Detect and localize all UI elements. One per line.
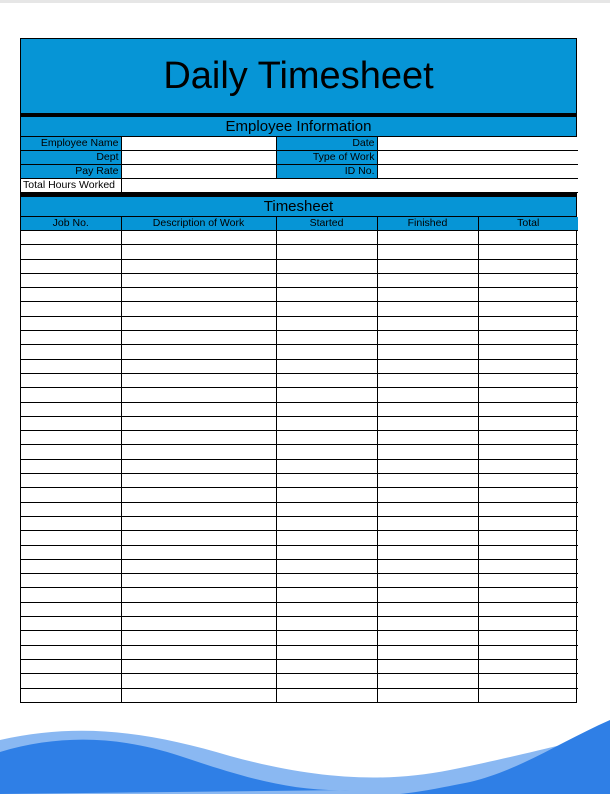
table-cell[interactable] (21, 288, 121, 302)
table-row (21, 602, 578, 616)
table-cell[interactable] (21, 431, 121, 445)
title-band (21, 39, 576, 117)
table-cell[interactable] (276, 574, 377, 588)
table-cell[interactable] (377, 516, 478, 530)
table-cell[interactable] (121, 617, 276, 631)
table-cell[interactable] (21, 631, 121, 645)
table-cell[interactable] (276, 588, 377, 602)
table-cell[interactable] (121, 331, 276, 345)
table-row (21, 373, 578, 387)
table-row (21, 431, 578, 445)
table-cell[interactable] (21, 588, 121, 602)
employee-info-row (21, 151, 578, 165)
table-cell[interactable] (276, 688, 377, 702)
table-row (21, 574, 578, 588)
page-title: Daily Timesheet (163, 55, 434, 97)
pay-rate-field[interactable] (121, 165, 276, 179)
table-cell[interactable] (478, 488, 578, 502)
table-cell[interactable] (478, 445, 578, 459)
table-cell[interactable] (121, 316, 276, 330)
table-cell[interactable] (276, 545, 377, 559)
table-row (21, 645, 578, 659)
table-cell[interactable] (276, 559, 377, 573)
table-cell[interactable] (21, 416, 121, 430)
table-cell[interactable] (478, 231, 578, 245)
table-cell[interactable] (377, 531, 478, 545)
timesheet-table (21, 217, 578, 702)
table-cell[interactable] (377, 617, 478, 631)
table-cell[interactable] (276, 416, 377, 430)
table-cell[interactable] (21, 359, 121, 373)
table-cell[interactable] (121, 273, 276, 287)
table-cell[interactable] (121, 688, 276, 702)
table-cell[interactable] (377, 659, 478, 673)
table-row (21, 502, 578, 516)
table-row (21, 674, 578, 688)
table-cell[interactable] (276, 331, 377, 345)
type-of-work-label: Type of Work (276, 151, 377, 165)
table-cell[interactable] (478, 602, 578, 616)
timesheet-heading: Timesheet (21, 197, 576, 217)
table-cell[interactable] (478, 659, 578, 673)
table-cell[interactable] (478, 545, 578, 559)
table-cell[interactable] (276, 674, 377, 688)
table-cell[interactable] (377, 488, 478, 502)
table-cell[interactable] (276, 431, 377, 445)
table-row (21, 688, 578, 702)
table-cell[interactable] (377, 373, 478, 387)
table-cell[interactable] (478, 359, 578, 373)
column-header-started: Started (276, 217, 377, 231)
table-cell[interactable] (478, 645, 578, 659)
table-cell[interactable] (121, 288, 276, 302)
table-cell[interactable] (121, 502, 276, 516)
table-cell[interactable] (276, 502, 377, 516)
table-cell[interactable] (121, 545, 276, 559)
table-cell[interactable] (276, 617, 377, 631)
table-cell[interactable] (21, 545, 121, 559)
type-of-work-field[interactable] (377, 151, 578, 165)
table-cell[interactable] (276, 645, 377, 659)
pay-rate-label: Pay Rate (21, 165, 121, 179)
employee-info-table (21, 137, 578, 193)
table-row (21, 231, 578, 245)
table-row (21, 416, 578, 430)
table-cell[interactable] (121, 516, 276, 530)
table-cell[interactable] (478, 688, 578, 702)
table-row (21, 259, 578, 273)
table-row (21, 345, 578, 359)
table-cell[interactable] (478, 531, 578, 545)
table-cell[interactable] (276, 302, 377, 316)
table-cell[interactable] (21, 574, 121, 588)
table-cell[interactable] (121, 531, 276, 545)
table-row (21, 445, 578, 459)
table-cell[interactable] (21, 231, 121, 245)
table-cell[interactable] (478, 273, 578, 287)
table-cell[interactable] (121, 645, 276, 659)
table-cell[interactable] (21, 331, 121, 345)
table-cell[interactable] (21, 388, 121, 402)
table-cell[interactable] (377, 416, 478, 430)
table-cell[interactable] (21, 245, 121, 259)
table-cell[interactable] (121, 416, 276, 430)
table-cell[interactable] (121, 345, 276, 359)
date-field[interactable] (377, 137, 578, 151)
table-cell[interactable] (21, 402, 121, 416)
table-cell[interactable] (276, 316, 377, 330)
table-cell[interactable] (121, 245, 276, 259)
table-row (21, 245, 578, 259)
table-cell[interactable] (121, 559, 276, 573)
table-cell[interactable] (21, 373, 121, 387)
table-cell[interactable] (276, 516, 377, 530)
table-row (21, 631, 578, 645)
table-row (21, 316, 578, 330)
table-cell[interactable] (377, 259, 478, 273)
table-cell[interactable] (478, 674, 578, 688)
total-hours-label: Total Hours Worked (21, 179, 121, 193)
table-row (21, 331, 578, 345)
timesheet-body (21, 231, 578, 702)
table-cell[interactable] (377, 359, 478, 373)
table-cell[interactable] (21, 502, 121, 516)
table-cell[interactable] (276, 373, 377, 387)
table-cell[interactable] (377, 331, 478, 345)
table-row (21, 459, 578, 473)
dept-label: Dept (21, 151, 121, 165)
timesheet-header-row (21, 217, 578, 231)
table-cell[interactable] (121, 574, 276, 588)
table-cell[interactable] (121, 445, 276, 459)
id-no-field[interactable] (377, 165, 578, 179)
table-row (21, 402, 578, 416)
table-cell[interactable] (121, 459, 276, 473)
table-cell[interactable] (121, 373, 276, 387)
column-header-description: Description of Work (121, 217, 276, 231)
table-cell[interactable] (478, 245, 578, 259)
table-row (21, 288, 578, 302)
table-cell[interactable] (377, 588, 478, 602)
table-cell[interactable] (276, 474, 377, 488)
table-cell[interactable] (276, 602, 377, 616)
decorative-waves (0, 712, 610, 794)
table-row (21, 545, 578, 559)
employee-info-row (21, 137, 578, 151)
table-cell[interactable] (276, 245, 377, 259)
table-cell[interactable] (121, 359, 276, 373)
table-row (21, 559, 578, 573)
table-cell[interactable] (377, 502, 478, 516)
table-cell[interactable] (21, 674, 121, 688)
employee-info-row (21, 179, 578, 193)
table-cell[interactable] (21, 602, 121, 616)
table-cell[interactable] (276, 531, 377, 545)
table-cell[interactable] (478, 574, 578, 588)
table-cell[interactable] (121, 431, 276, 445)
table-row (21, 388, 578, 402)
table-cell[interactable] (377, 288, 478, 302)
table-cell[interactable] (276, 231, 377, 245)
table-cell[interactable] (478, 402, 578, 416)
table-cell[interactable] (478, 459, 578, 473)
table-row (21, 516, 578, 530)
id-no-label: ID No. (276, 165, 377, 179)
table-cell[interactable] (377, 345, 478, 359)
table-cell[interactable] (276, 459, 377, 473)
table-cell[interactable] (377, 631, 478, 645)
table-cell[interactable] (377, 474, 478, 488)
table-cell[interactable] (478, 474, 578, 488)
date-label: Date (276, 137, 377, 151)
table-cell[interactable] (121, 259, 276, 273)
table-cell[interactable] (21, 302, 121, 316)
employee-name-field[interactable] (121, 137, 276, 151)
table-cell[interactable] (21, 531, 121, 545)
table-cell[interactable] (121, 231, 276, 245)
table-cell[interactable] (21, 445, 121, 459)
table-cell[interactable] (377, 231, 478, 245)
table-cell[interactable] (276, 402, 377, 416)
table-cell[interactable] (478, 331, 578, 345)
table-cell[interactable] (21, 559, 121, 573)
table-cell[interactable] (276, 488, 377, 502)
table-row (21, 617, 578, 631)
table-cell[interactable] (21, 659, 121, 673)
table-cell[interactable] (377, 459, 478, 473)
table-cell[interactable] (21, 316, 121, 330)
table-cell[interactable] (21, 617, 121, 631)
table-row (21, 302, 578, 316)
table-cell[interactable] (21, 488, 121, 502)
table-cell[interactable] (478, 502, 578, 516)
table-cell[interactable] (121, 402, 276, 416)
table-cell[interactable] (377, 559, 478, 573)
table-cell[interactable] (478, 373, 578, 387)
table-cell[interactable] (478, 345, 578, 359)
table-row (21, 359, 578, 373)
table-row (21, 474, 578, 488)
table-cell[interactable] (276, 631, 377, 645)
table-cell[interactable] (121, 602, 276, 616)
table-cell[interactable] (21, 645, 121, 659)
table-cell[interactable] (377, 602, 478, 616)
table-cell[interactable] (121, 631, 276, 645)
total-hours-field[interactable] (121, 179, 578, 193)
employee-info-row (21, 165, 578, 179)
table-cell[interactable] (121, 588, 276, 602)
table-row (21, 488, 578, 502)
table-cell[interactable] (377, 574, 478, 588)
table-cell[interactable] (276, 288, 377, 302)
table-cell[interactable] (478, 516, 578, 530)
table-cell[interactable] (478, 302, 578, 316)
table-cell[interactable] (21, 345, 121, 359)
column-header-finished: Finished (377, 217, 478, 231)
table-cell[interactable] (478, 388, 578, 402)
employee-info-heading: Employee Information (21, 117, 576, 137)
table-cell[interactable] (377, 245, 478, 259)
table-cell[interactable] (276, 345, 377, 359)
table-cell[interactable] (276, 359, 377, 373)
dept-field[interactable] (121, 151, 276, 165)
table-cell[interactable] (276, 259, 377, 273)
table-cell[interactable] (276, 273, 377, 287)
table-row (21, 273, 578, 287)
table-row (21, 659, 578, 673)
table-cell[interactable] (377, 273, 478, 287)
page-top-rule (0, 0, 610, 3)
column-header-total: Total (478, 217, 578, 231)
table-cell[interactable] (377, 402, 478, 416)
table-cell[interactable] (121, 474, 276, 488)
table-cell[interactable] (121, 488, 276, 502)
table-cell[interactable] (377, 688, 478, 702)
table-cell[interactable] (377, 431, 478, 445)
column-header-job-no: Job No. (21, 217, 121, 231)
table-cell[interactable] (377, 302, 478, 316)
table-cell[interactable] (377, 388, 478, 402)
table-cell[interactable] (478, 631, 578, 645)
timesheet-document (20, 38, 577, 703)
table-cell[interactable] (478, 588, 578, 602)
table-cell[interactable] (21, 516, 121, 530)
table-cell[interactable] (276, 388, 377, 402)
table-cell[interactable] (377, 316, 478, 330)
table-cell[interactable] (21, 459, 121, 473)
table-cell[interactable] (478, 259, 578, 273)
table-cell[interactable] (478, 559, 578, 573)
table-cell[interactable] (478, 416, 578, 430)
table-cell[interactable] (478, 288, 578, 302)
table-cell[interactable] (121, 659, 276, 673)
table-cell[interactable] (121, 388, 276, 402)
table-cell[interactable] (21, 273, 121, 287)
table-cell[interactable] (478, 316, 578, 330)
table-row (21, 531, 578, 545)
table-cell[interactable] (377, 645, 478, 659)
table-cell[interactable] (21, 474, 121, 488)
table-cell[interactable] (276, 659, 377, 673)
table-cell[interactable] (478, 617, 578, 631)
table-cell[interactable] (121, 302, 276, 316)
table-cell[interactable] (21, 259, 121, 273)
table-cell[interactable] (377, 445, 478, 459)
employee-name-label: Employee Name (21, 137, 121, 151)
table-cell[interactable] (377, 674, 478, 688)
table-cell[interactable] (121, 674, 276, 688)
table-row (21, 588, 578, 602)
table-cell[interactable] (276, 445, 377, 459)
table-cell[interactable] (478, 431, 578, 445)
table-cell[interactable] (377, 545, 478, 559)
table-cell[interactable] (21, 688, 121, 702)
